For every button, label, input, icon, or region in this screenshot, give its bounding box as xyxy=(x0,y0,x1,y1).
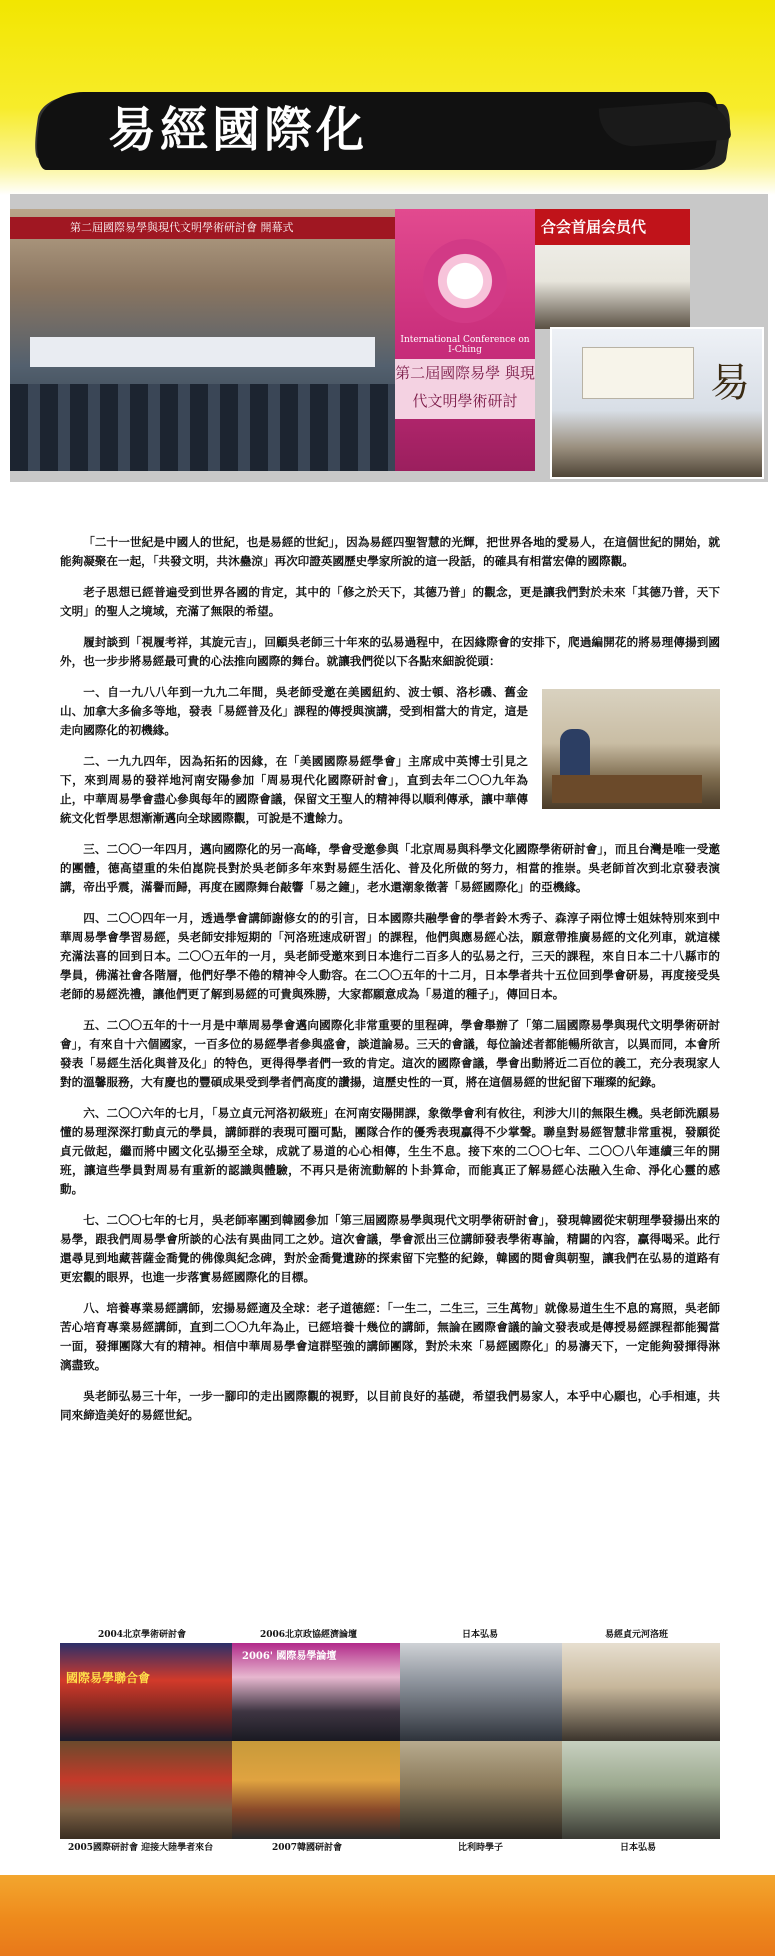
gallery-photo-7 xyxy=(400,1741,562,1839)
photo-gallery xyxy=(60,1643,720,1839)
conference-photo xyxy=(10,209,395,471)
poster-title: 第二屆國際易學 與現代文明學術研討 xyxy=(395,359,535,419)
red-sign: 合会首届会员代 xyxy=(535,209,690,245)
paragraph-point-5: 五、二〇〇五年的十一月是中華周易學會邁向國際化非常重要的里程碑，學會舉辦了「第二屆國際易學與現代文明學術研討會」，有來自十六個國家，一百多位的易經學者參與盛會，談道論易。三天的會議，每位論述者都能暢所欲言，以異而同，本會所發表「易經生活化與普及化」的特色，更得得學者們一致的肯定。這次的國際會議，學會出動將近二百位的義工，充分表現家人對的溫馨服務，大有慶也的豐碩成果受到學者們高度的讚揚，這歷史性的一頁，將在這個易經的世紀留下璀璨的紀錄。 xyxy=(60,1018,720,1089)
gallery-photo-4 xyxy=(562,1643,720,1741)
paragraph-point-1: 一、自一九八八年到一九九二年間，吳老師受邀在美國紐約、波士頓、洛杉磯、舊金山、加拿大多倫多等地，發表「易經普及化」課程的傳授與演講，受到相當大的肯定，這是走向國際化的初機緣。 xyxy=(60,685,528,737)
gallery-photo-6 xyxy=(232,1741,400,1839)
gallery-photo-3 xyxy=(400,1643,562,1741)
page-title: 易經國際化 xyxy=(108,102,369,158)
paragraph-point-4: 四、二〇〇四年一月，透過學會講師謝修女的的引言，日本國際共融學會的學者鈴木秀子、森淳子兩位博士姐妹特別來到中華周易學會學習易經，吳老師安排短期的「河洛班速成研習」的課程，他們與應易經心法，願意帶推廣易經的文化列車，就這樣充滿法喜的回到日本。二〇〇五年的一月，吳老師受邀來到日本進行二百多人的弘易之行，三天的課程，來自日本二十八縣市的學員，佛滿社會各階層，他們好學不倦的精神令人動容。在二〇〇五年的十二月，日本學者共十五位回到學會研易，再度接受吳老師的易經洗禮，讓他們更了解到易經的可貴與殊勝，大家都願意成為「易道的種子」，傳回日本。 xyxy=(60,911,720,1001)
caption-heluo-class: 易經貞元河洛班 xyxy=(605,1630,669,1640)
caption-japan: 日本弘易 xyxy=(462,1630,499,1640)
caption-japan-2: 日本弘易 xyxy=(620,1843,657,1853)
top-photo-collage xyxy=(10,194,768,482)
paragraph-point-3: 三、二〇〇一年四月，邁向國際化的另一高峰，學會受邀參與「北京周易與科學文化國際學術研討會」，而且台灣是唯一受邀的團體，德高望重的朱伯崑院長對於吳老師多年來對易經生活化、普及化所做的努力，相當的推崇。吳老師首次到北京發表演講，帝出乎震，滿譽而歸，再度在國際舞台敲響「易之鐘」，老水還潮象徵著「易經國際化」的亞機緣。 xyxy=(60,842,720,894)
gallery-bottom-captions xyxy=(60,1840,720,1856)
audience xyxy=(10,384,395,471)
paragraph-point-8: 八、培養專業易經講師，宏揚易經適及全球：老子道德經：「一生二，二生三，三生萬物」就像易道生生不息的寫照，吳老師苦心培育專業易經講師，直到二〇〇九年為止，已經培養十幾位的講師，無論在國際會議的論文發表或是傳授易經課程都能獨當一面，發揮團隊大有的精神。相信中華周易學會這群堅強的講師團隊，對於未來「易經國際化」的易濤天下，一定能夠發揮得淋漓盡致。 xyxy=(60,1301,720,1372)
gallery-top-captions xyxy=(60,1627,720,1643)
article-body xyxy=(60,533,720,1437)
paragraph-point-2: 二、一九九四年，因為拓拓的因緣，在「美國國際易經學會」主席成中英博士引見之下，來到周易的發祥地河南安陽參加「周易現代化國際研討會」，直到去年二〇〇九年為止，中華周易學會盡心參與每年的國際會議，保留文王聖人的精神得以順利傳承，讓中華傳統文化哲學思想漸漸邁向全球國際觀，可說是不遺餘力。 xyxy=(60,754,528,825)
lecture-photo xyxy=(542,689,720,809)
gallery-photo-1-sign: 國際易學聯合會 xyxy=(66,1671,151,1685)
paragraph-overview: 履封談到「視履考祥，其旋元吉」，回顧吳老師三十年來的弘易過程中，在因緣際會的安排下，爬過編開花的將易理傳揚到國外，也一步步將易經最可貴的心法推向國際的舞台。就讓我們從以下各點來細說從頭： xyxy=(60,635,720,668)
bottom-orange-band xyxy=(0,1875,775,1956)
conference-poster xyxy=(395,209,535,471)
poster-caption: International Conference on I-Ching xyxy=(400,335,530,355)
group-photo xyxy=(550,327,764,479)
paragraph-intro: 「二十一世紀是中國人的世紀，也是易經的世紀」，因為易經四聖智慧的光輝，把世界各地的愛易人，在這個世紀的開始，就能夠凝聚在一起，「共發文明，共沐蠱涼」再次印證英國歷史學家所說的這一段話，的確具有相當宏偉的國際觀。 xyxy=(60,535,720,568)
meeting-photo xyxy=(535,209,690,329)
conference-banner: 第二屆國際易學與現代文明學術研討會 開幕式 xyxy=(10,217,395,239)
paragraph-point-7: 七、二〇〇七年的七月，吳老師率團到韓國參加「第三屆國際易學與現代文明學術研討會」，發現韓國從宋朝理學發揚出來的易學，跟我們周易學會所談的心法有異曲同工之妙。這次會議，學會派出三位講師發表學術專論，精闢的內容，贏得喝采。此行還尋見到地藏菩薩金喬覺的佛像與紀念碑，對於金喬覺遺跡的探索留下完整的紀錄，韓國的閱會與朝聖，讓我們在弘易的道路有更宏觀的眼界，也進一步落實易經國際化的目標。 xyxy=(60,1213,720,1284)
paragraph-point-6: 六、二〇〇六年的七月，「易立貞元河洛初級班」在河南安陽開課，象徵學會利有攸往，利涉大川的無限生機。吳老師洗願易懂的易理深深打動貞元的學員，講師群的表現可圈可點，團隊合作的優秀表現贏得不少掌聲。聯皇對易經智慧非常重視，發願從貞元做起，繼而將中國文化弘揚至全球，成就了易道的心心相傳，生生不息。接下來的二〇〇七年、二〇〇八年連續三年的開班，讓這些學員對周易有重新的認識與體驗，不再只是術流動解的卜卦算命，而能真正了解易經心法融入生命、淨化心靈的感動。 xyxy=(60,1106,720,1196)
gallery-photo-2-sign: 2006' 國際易學論壇 xyxy=(242,1651,337,1662)
caption-belgium: 比利時學子 xyxy=(458,1843,504,1853)
caption-beijing-2006: 2006北京政協經濟論壇 xyxy=(260,1630,358,1640)
projection-screen xyxy=(582,347,694,399)
gallery-photo-5 xyxy=(60,1741,232,1839)
gallery-photo-8 xyxy=(562,1741,720,1839)
head-table xyxy=(30,337,375,367)
caption-2005-conference: 2005國際研討會 迎接大陸學者來台 xyxy=(68,1843,214,1853)
caption-beijing-2004: 2004北京學術研討會 xyxy=(98,1630,187,1640)
gallery-photo-2 xyxy=(232,1643,400,1741)
gallery-photo-1 xyxy=(60,1643,232,1741)
calligraphy-char: 易 xyxy=(710,360,750,406)
podium xyxy=(552,775,702,803)
paragraph-laozi: 老子思想已經普遍受到世界各國的肯定，其中的「修之於天下，其德乃普」的觀念，更是讓我們對於未來「其德乃普，天下文明」的聖人之境域，充滿了無限的希望。 xyxy=(60,585,720,618)
taiji-logo-icon xyxy=(423,239,507,323)
paragraph-closing: 吳老師弘易三十年，一步一腳印的走出國際觀的視野，以目前良好的基礎，希望我們易家人，本乎中心願也，心手相連，共同來締造美好的易經世紀。 xyxy=(60,1389,720,1422)
caption-korea-2007: 2007韓國研討會 xyxy=(272,1843,343,1853)
